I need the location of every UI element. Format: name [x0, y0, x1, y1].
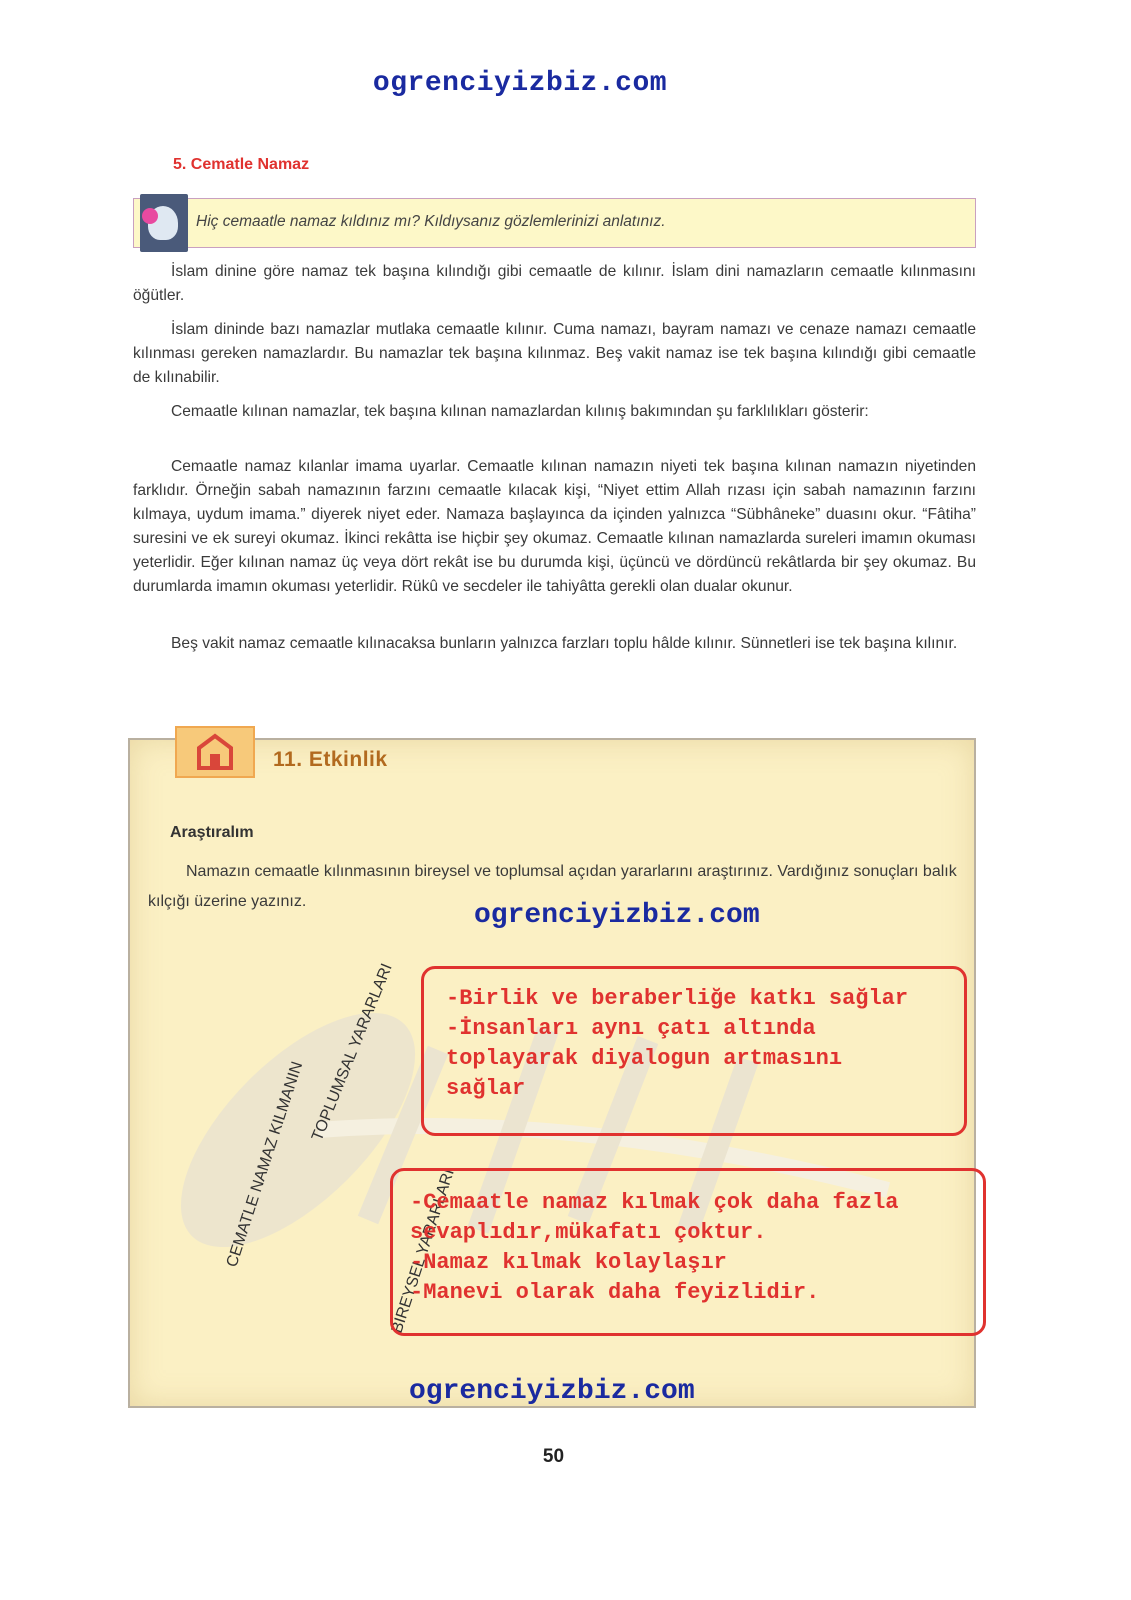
fish-head-label: CEMATLE NAMAZ KILMANIN — [223, 1059, 307, 1270]
house-icon — [175, 726, 255, 778]
activity-subtitle: Araştıralım — [170, 824, 254, 841]
paragraph-2: İslam dininde bazı namazlar mutlaka cemaatle kılınır. Cuma namazı, bayram namazı ve cenaze namazı cemaatle kılınması gereken namazlardır. Bu namazlar tek başına kılınmaz. Beş vakit namaz ise tek başına kılındığı gibi cemaatle de kılınabilir. — [133, 321, 976, 386]
paragraph-3: Cemaatle kılınan namazlar, tek başına kılınan namazlardan kılınış bakımından şu farklılıkları gösterir: — [171, 403, 869, 420]
page-number: 50 — [542, 1446, 565, 1467]
thinking-head-icon — [140, 194, 188, 252]
fish-bottom-label: BİREYSEL YARARLARI — [388, 1167, 458, 1336]
section-title: 5. Cematle Namaz — [173, 156, 310, 173]
paragraph-4: Cemaatle namaz kılanlar imama uyarlar. Cemaatle kılınan namazın niyeti tek başına kılınan namazın niyetinden farklıdır. Örneğin sabah namazının farzını cemaatle kılacak kişi, “Niyet ettim Allah rızası için sabah namazının farzını kılmaya, uydum imama.” diyerek niyet eder. Namaza başlayınca da içinden yalnızca “Sübhâneke” duasını okur. “Fâtiha” suresini ve ek sureyi okumaz. İkinci rekâtta ise hiçbir şey okumaz. Cemaatle kılınan namazlarda sureleri imamın okuması yeterlidir. Eğer kılınan namaz üç veya dört rekât ise bu durumda kişi, üçüncü ve dördüncü rekâtlarda bir şey okumaz. Bu durumlarda imamın okuması yeterlidir. Rükû ve secdeler ile tahiyâtta gerekli olan dualar okunur. — [133, 458, 976, 595]
paragraph-1: İslam dinine göre namaz tek başına kılındığı gibi cemaatle de kılınır. İslam dini namazların cemaatle kılınmasını öğütler. — [133, 263, 976, 304]
answers-top-text: -Birlik ve beraberliğe katkı sağlar -İnsanları aynı çatı altında toplayarak diyalogun artmasını sağlar — [446, 986, 909, 1101]
site-watermark-mid: ogrenciyizbiz.com — [474, 900, 760, 931]
activity-instruction: Namazın cemaatle kılınmasının bireysel ve toplumsal açıdan yararlarını araştırınız. Vardığınız sonuçları balık kılçığı üzerine yazınız. — [148, 863, 957, 910]
paragraph-5: Beş vakit namaz cemaatle kılınacaksa bunların yalnızca farzları toplu hâlde kılınır. Sünnetleri ise tek başına kılınır. — [171, 635, 958, 652]
site-watermark-top: ogrenciyizbiz.com — [372, 68, 668, 99]
activity-title: 11. Etkinlik — [273, 748, 388, 771]
answers-bottom-text: -Cemaatle namaz kılmak çok daha fazla sevaplıdır,mükafatı çoktur. -Namaz kılmak kolaylaşır -Manevi olarak daha feyizlidir. — [410, 1190, 899, 1305]
question-text: Hiç cemaatle namaz kıldınız mı? Kıldıysanız gözlemlerinizi anlatınız. — [196, 213, 666, 230]
fish-top-label: TOPLUMSAL YARARLARI — [308, 961, 396, 1144]
site-watermark-bottom: ogrenciyizbiz.com — [409, 1376, 695, 1407]
